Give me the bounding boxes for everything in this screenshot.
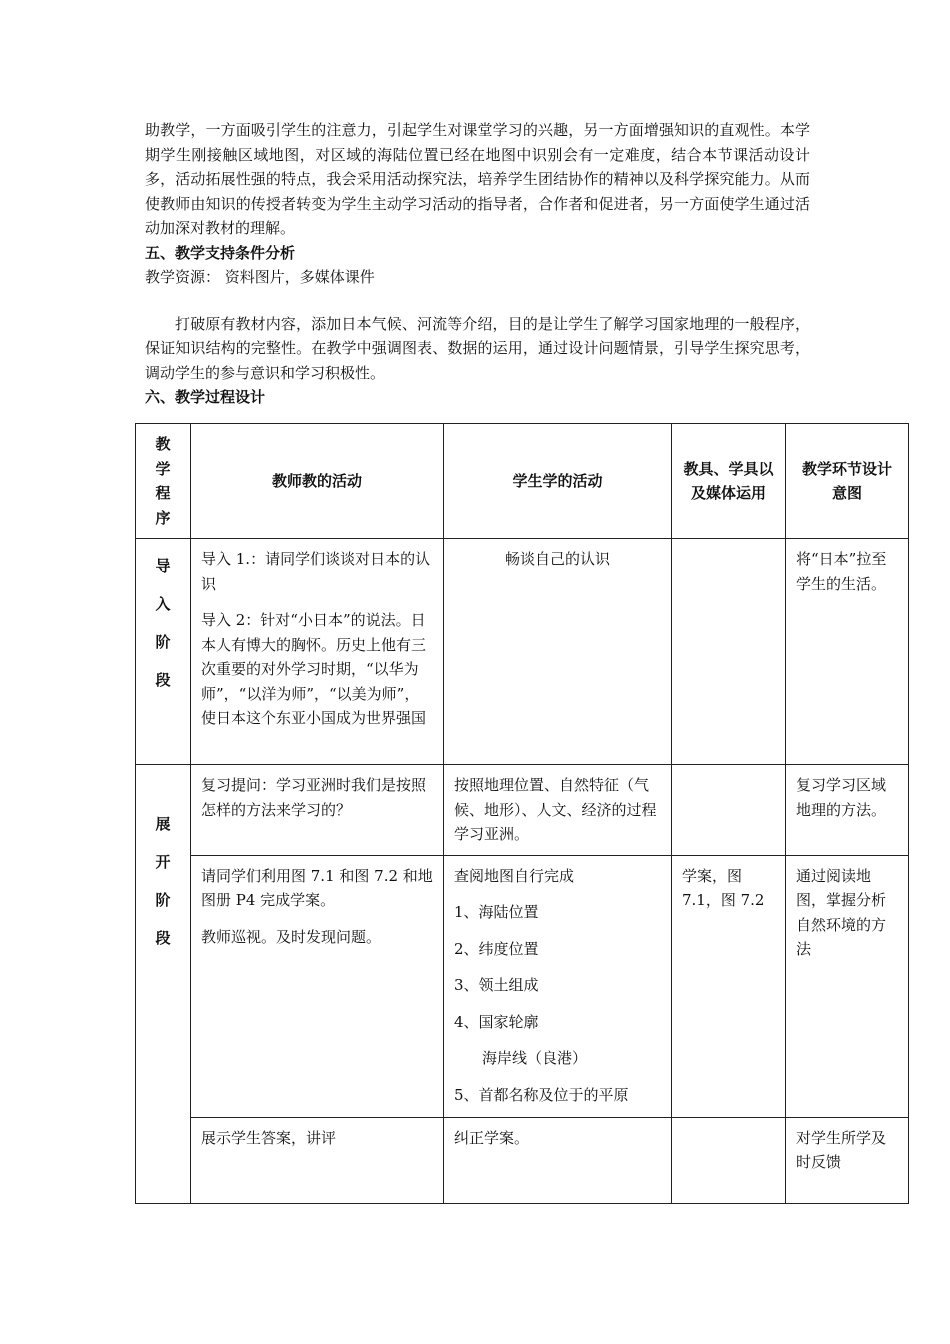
intro-1-text: 导入 1.：请同学们谈谈对日本的认识 — [201, 550, 431, 593]
table-row — [136, 855, 909, 1117]
list-item: 海岸线（良港） — [482, 1049, 588, 1067]
list-item: 5、首都名称及位于的平原 — [454, 1085, 629, 1104]
table-row — [136, 765, 909, 856]
worksheet-teacher-cell — [191, 855, 444, 1117]
feedback-teacher-cell: 展示学生答案，讲评 — [191, 1117, 444, 1203]
section-heading-5: 五、教学支持条件分析 — [145, 243, 296, 262]
worksheet-student-cell — [444, 855, 672, 1117]
list-item: 3、领土组成 — [454, 976, 539, 994]
review-teacher-cell: 复习提问：学习亚洲时我们是按照怎样的方法来学习的？ — [191, 765, 444, 856]
feedback-student-cell: 纠正学案。 — [444, 1117, 672, 1203]
header-media: 教具、学具以及媒体运用 — [672, 424, 786, 539]
feedback-media-cell — [672, 1117, 786, 1203]
table-header-row — [136, 424, 909, 539]
teacher-patrol-text: 教师巡视。及时发现问题。 — [201, 927, 382, 946]
section-heading-6: 六、教学过程设计 — [145, 388, 266, 406]
review-media-cell — [672, 765, 786, 856]
header-student-activity: 学生学的活动 — [444, 424, 672, 539]
teaching-resources: 教学资源： 资料图片，多媒体课件 — [145, 268, 375, 286]
intro-intent-cell: 将“日本”拉至学生的生活。 — [786, 539, 909, 765]
paragraph-teaching-method: 助教学，一方面吸引学生的注意力，引起学生对课堂学习的兴趣，另一方面增强知识的直观性。本学期学生刚接触区域地图，对区域的海陆位置已经在地图中识别会有一定难度，结合本节课活动设计多，活动拓展性强的特点，我会采用活动探究法，培养学生团结协作的精神以及科学探究能力。从而使教师由知识的传授者转变为学生主动学习活动的指导者，合作者和促进者，另一方面使学生通过活动加深对教材的理解。 — [145, 121, 810, 237]
table-row — [136, 1117, 909, 1203]
list-item: 2、纬度位置 — [454, 939, 539, 958]
teaching-process-table — [135, 423, 909, 1204]
list-item: 1、海陆位置 — [454, 903, 539, 921]
worksheet-intent-cell: 通过阅读地图，掌握分析自然环境的方法 — [786, 855, 909, 1117]
review-student-cell: 按照地理位置、自然特征（气候、地形）、人文、经济的过程学习亚洲。 — [444, 765, 672, 856]
header-procedure: 教 学 程 序 — [136, 424, 191, 539]
student-task-intro: 查阅地图自行完成 — [454, 866, 575, 885]
paragraph-content-adjustment: 打破原有教材内容，添加日本气候、河流等介绍，目的是让学生了解学习国家地理的一般程序，保证知识结构的完整性。在教学中强调图表、数据的运用，通过设计问题情景，引导学生探究思考，调动学生的参与意识和学习积极性。 — [145, 314, 810, 382]
intro-2-text: 导入 2：针对“小日本”的说法。日本人有博大的胸怀。历史上他有三次重要的对外学习时期，“以华为师”，“以洋为师”，“以美为师”，使日本这个东亚小国成为世界强国 — [201, 611, 427, 727]
feedback-intent-cell: 对学生所学及时反馈 — [786, 1117, 909, 1203]
intro-student-cell: 畅谈自己的认识 — [444, 539, 672, 765]
header-intent: 教学环节设计意图 — [786, 424, 909, 539]
list-item: 4、国家轮廓 — [454, 1012, 539, 1031]
review-intent-cell: 复习学习区域地理的方法。 — [786, 765, 909, 856]
worksheet-instruction: 请同学们利用图 7.1 和图 7.2 和地图册 P4 完成学案。 — [201, 866, 433, 909]
intro-teacher-cell — [191, 539, 444, 765]
stage-develop-label: 展 开 阶 段 — [136, 765, 191, 1204]
table-row — [136, 539, 909, 765]
header-teacher-activity: 教师教的活动 — [191, 424, 444, 539]
intro-media-cell — [672, 539, 786, 765]
stage-intro-label: 导 入 阶 段 — [136, 539, 191, 765]
document-body — [145, 118, 810, 410]
worksheet-media-cell: 学案，图 7.1，图 7.2 — [672, 855, 786, 1117]
